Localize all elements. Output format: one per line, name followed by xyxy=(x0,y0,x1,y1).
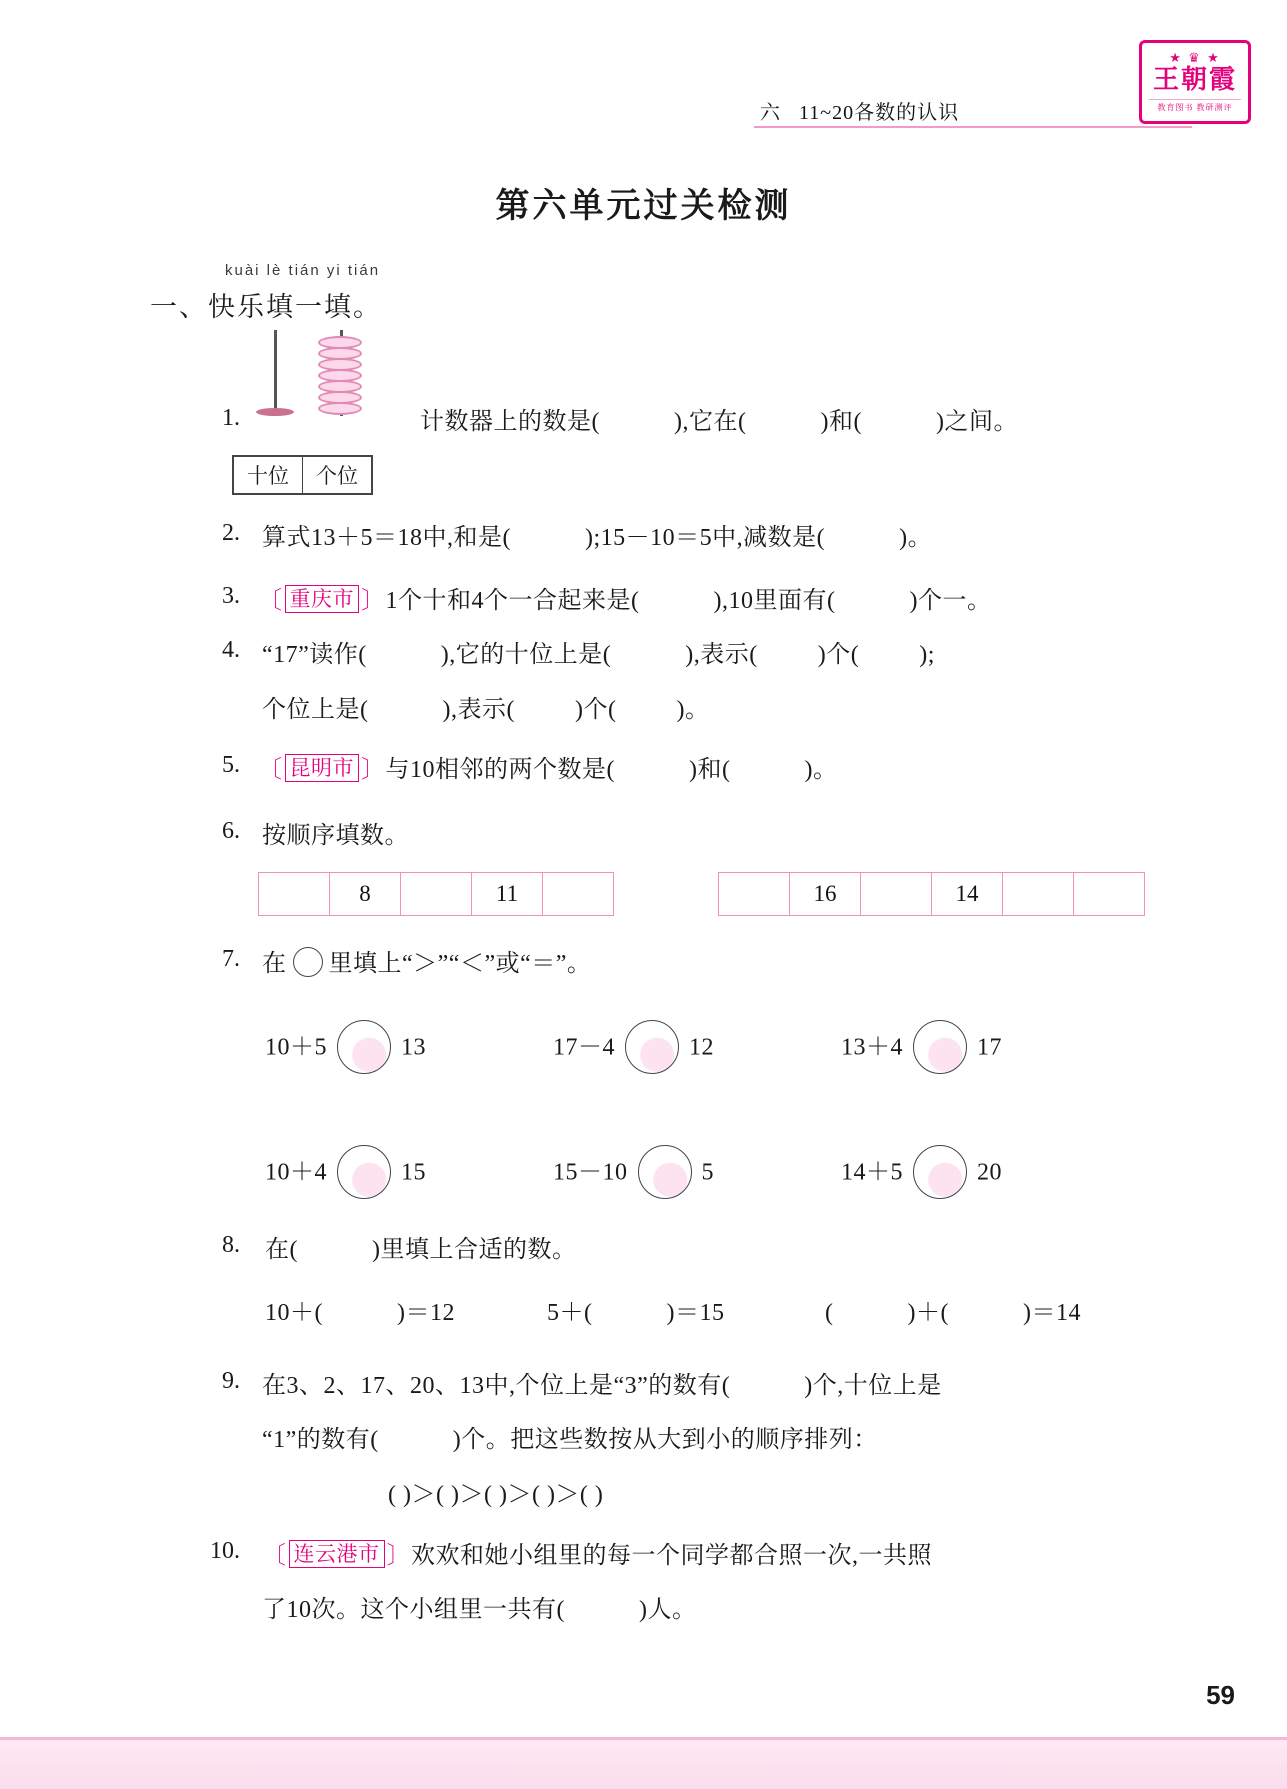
q10-text-a: 欢欢和她小组里的每一个同学都合照一次,一共照 xyxy=(411,1543,932,1569)
question-8-number: 8. xyxy=(222,1232,240,1258)
q7-r2e2-right: 5 xyxy=(701,1159,714,1186)
q7-r1e2-left: 17－4 xyxy=(553,1034,615,1061)
question-1-number: 1. xyxy=(222,405,240,431)
seq-right-cell-4[interactable]: 14 xyxy=(932,873,1003,916)
q4-text-b: ),它的十位上是( xyxy=(440,642,612,668)
q1-text-b: ),它在( xyxy=(674,409,747,435)
question-7-number: 7. xyxy=(222,946,240,972)
q7-r1e3-right: 17 xyxy=(977,1034,1002,1061)
q4-text-d: )个( xyxy=(817,642,860,668)
q4-text-e: ); xyxy=(919,642,935,668)
sequence-grid-right[interactable] xyxy=(718,872,1145,916)
q7-r1e3-left: 13＋4 xyxy=(841,1034,903,1061)
question-1-text xyxy=(420,404,1018,441)
q3-text-b: ),10里面有( xyxy=(713,588,836,614)
header-unit-number: 六 xyxy=(760,102,781,124)
question-7-text xyxy=(262,946,591,983)
seq-left-cell-1[interactable] xyxy=(259,873,330,916)
q3-city-tag-close: 〕 xyxy=(361,588,386,614)
section-pinyin: kuài lè tián yi tián xyxy=(225,262,381,279)
q10-city-tag: 连云港市 xyxy=(289,1540,385,1568)
q8-e1-a: 10＋( xyxy=(265,1300,323,1326)
q8-e1-b: )＝12 xyxy=(397,1300,455,1326)
place-label-tens: 十位 xyxy=(233,456,303,494)
abacus-bead-tens-1 xyxy=(256,408,294,416)
q7-r2e2-left: 15－10 xyxy=(553,1159,628,1186)
q4-text-i: )。 xyxy=(676,697,710,723)
seq-left-cell-2[interactable]: 8 xyxy=(330,873,401,916)
q5-city-tag-close: 〕 xyxy=(361,757,386,783)
publisher-name: 王朝霞 xyxy=(1152,65,1237,95)
question-8-text xyxy=(265,1232,577,1269)
q7-text-a: 在 xyxy=(262,951,287,977)
q5-text-c: )。 xyxy=(804,757,838,783)
header-divider xyxy=(754,126,1192,128)
q7-r2e1-right: 15 xyxy=(401,1159,426,1186)
question-10-number: 10. xyxy=(210,1538,240,1564)
q4-text-a: “17”读作( xyxy=(262,642,367,668)
publisher-tagline: 教育图书 教研测评 xyxy=(1149,99,1240,113)
question-6-number: 6. xyxy=(222,818,240,844)
q1-text-a: 计数器上的数是( xyxy=(420,409,600,435)
q8-e2-a: 5＋( xyxy=(547,1300,593,1326)
q2-text-a: 算式13＋5＝18中,和是( xyxy=(262,525,511,551)
q3-city-tag: 重庆市 xyxy=(285,585,360,613)
abacus-illustration xyxy=(252,330,382,450)
q8-text-b: )里填上合适的数。 xyxy=(372,1237,577,1263)
q7-r1e1-left: 10＋5 xyxy=(265,1034,327,1061)
q3-city-tag-open: 〔 xyxy=(258,588,283,614)
seq-left-cell-4[interactable]: 11 xyxy=(472,873,543,916)
q7-text-b: 里填上“＞”“＜”或“＝”。 xyxy=(328,951,592,977)
abacus-bead-ones-7 xyxy=(318,402,362,415)
abacus-place-table xyxy=(232,455,373,495)
q7-row-1-expr-3 xyxy=(841,1022,1002,1076)
place-label-ones: 个位 xyxy=(303,456,373,494)
q4-text-h: )个( xyxy=(574,697,617,723)
q7-circle-2[interactable] xyxy=(625,1020,679,1074)
q4-text-c: ),表示( xyxy=(685,642,758,668)
abacus-rod-tens xyxy=(274,330,277,416)
q8-text-a: 在( xyxy=(265,1237,298,1263)
q7-circle-3[interactable] xyxy=(913,1020,967,1074)
q7-row-1-expr-2 xyxy=(553,1022,714,1076)
question-5-text xyxy=(258,752,837,789)
question-4-line-2 xyxy=(262,692,709,729)
q7-inline-circle[interactable] xyxy=(293,947,323,977)
q3-text-a: 1个十和4个一合起来是( xyxy=(385,588,640,614)
seq-right-cell-1[interactable] xyxy=(719,873,790,916)
q8-expr-3 xyxy=(825,1295,1081,1332)
q7-r2e3-left: 14＋5 xyxy=(841,1159,903,1186)
footer-band xyxy=(0,1737,1287,1789)
q7-row-2-expr-2 xyxy=(553,1147,714,1201)
question-4-number: 4. xyxy=(222,637,240,663)
q9-text-c: “1”的数有( xyxy=(262,1427,379,1453)
question-10-line-2 xyxy=(262,1592,697,1629)
q7-row-2-expr-3 xyxy=(841,1147,1002,1201)
q9-text-a: 在3、2、17、20、13中,个位上是“3”的数有( xyxy=(262,1373,731,1399)
page-number: 59 xyxy=(1206,1680,1235,1710)
q8-e3-b: )＋( xyxy=(907,1300,949,1326)
question-9-line-1 xyxy=(262,1368,942,1405)
question-9-line-2 xyxy=(262,1422,878,1459)
section-heading: 一、快乐填一填。 xyxy=(150,292,382,322)
q7-circle-4[interactable] xyxy=(337,1145,391,1199)
q8-expr-1 xyxy=(265,1295,455,1332)
q1-text-c: )和( xyxy=(820,409,862,435)
q4-text-g: ),表示( xyxy=(442,697,515,723)
q9-text-d: )个。把这些数按从大到小的顺序排列： xyxy=(452,1427,878,1453)
q7-r1e1-right: 13 xyxy=(401,1034,426,1061)
seq-right-cell-2[interactable]: 16 xyxy=(790,873,861,916)
q7-circle-6[interactable] xyxy=(913,1145,967,1199)
publisher-logo xyxy=(1139,40,1251,124)
question-2-text xyxy=(262,520,932,557)
q4-text-f: 个位上是( xyxy=(262,697,369,723)
seq-left-cell-3[interactable] xyxy=(401,873,472,916)
q10-text-c: )人。 xyxy=(639,1597,697,1623)
seq-right-cell-5[interactable] xyxy=(1003,873,1074,916)
seq-right-cell-3[interactable] xyxy=(861,873,932,916)
question-3-text xyxy=(258,583,991,620)
q5-text-b: )和( xyxy=(689,757,731,783)
question-6-text: 按顺序填数。 xyxy=(262,823,409,849)
q1-text-d: )之间。 xyxy=(935,409,1018,435)
q10-text-b: 了10次。这个小组里一共有( xyxy=(262,1597,565,1623)
q2-text-b: );15－10＝5中,减数是( xyxy=(585,525,826,551)
q7-row-2-expr-1 xyxy=(265,1147,426,1201)
question-4-line-1 xyxy=(262,637,935,674)
q9-text-b: )个,十位上是 xyxy=(804,1373,942,1399)
q7-circle-5[interactable] xyxy=(638,1145,692,1199)
q5-city-tag: 昆明市 xyxy=(285,754,360,782)
q7-r2e1-left: 10＋4 xyxy=(265,1159,327,1186)
q7-r1e2-right: 12 xyxy=(689,1034,714,1061)
q7-circle-1[interactable] xyxy=(337,1020,391,1074)
q3-text-c: )个一。 xyxy=(909,588,992,614)
q8-e2-b: )＝15 xyxy=(666,1300,725,1326)
q8-e3-a: ( xyxy=(825,1300,834,1326)
question-9-line-3[interactable]: ( )＞( )＞( )＞( )＞( ) xyxy=(388,1482,604,1508)
question-3-number: 3. xyxy=(222,583,240,609)
q5-text-a: 与10相邻的两个数是( xyxy=(385,757,615,783)
sequence-grid-left[interactable] xyxy=(258,872,614,916)
q8-expr-2 xyxy=(547,1295,725,1332)
question-10-line-1 xyxy=(262,1538,932,1575)
q7-r2e3-right: 20 xyxy=(977,1159,1002,1186)
header-unit-text xyxy=(760,96,959,125)
question-2-number: 2. xyxy=(222,520,240,546)
question-5-number: 5. xyxy=(222,752,240,778)
q7-row-1-expr-1 xyxy=(265,1022,426,1076)
q10-city-tag-close: 〕 xyxy=(386,1543,411,1569)
q10-city-tag-open: 〔 xyxy=(262,1543,287,1569)
seq-right-cell-6[interactable] xyxy=(1074,873,1145,916)
seq-left-cell-5[interactable] xyxy=(543,873,614,916)
q5-city-tag-open: 〔 xyxy=(258,757,283,783)
page-title: 第六单元过关检测 xyxy=(495,187,792,225)
q2-text-c: )。 xyxy=(899,525,933,551)
question-9-number: 9. xyxy=(222,1368,240,1394)
header-unit-title: 11~20各数的认识 xyxy=(799,102,960,124)
crown-icon: ★ ♛ ★ xyxy=(1169,50,1221,66)
q8-e3-c: )＝14 xyxy=(1022,1300,1081,1326)
